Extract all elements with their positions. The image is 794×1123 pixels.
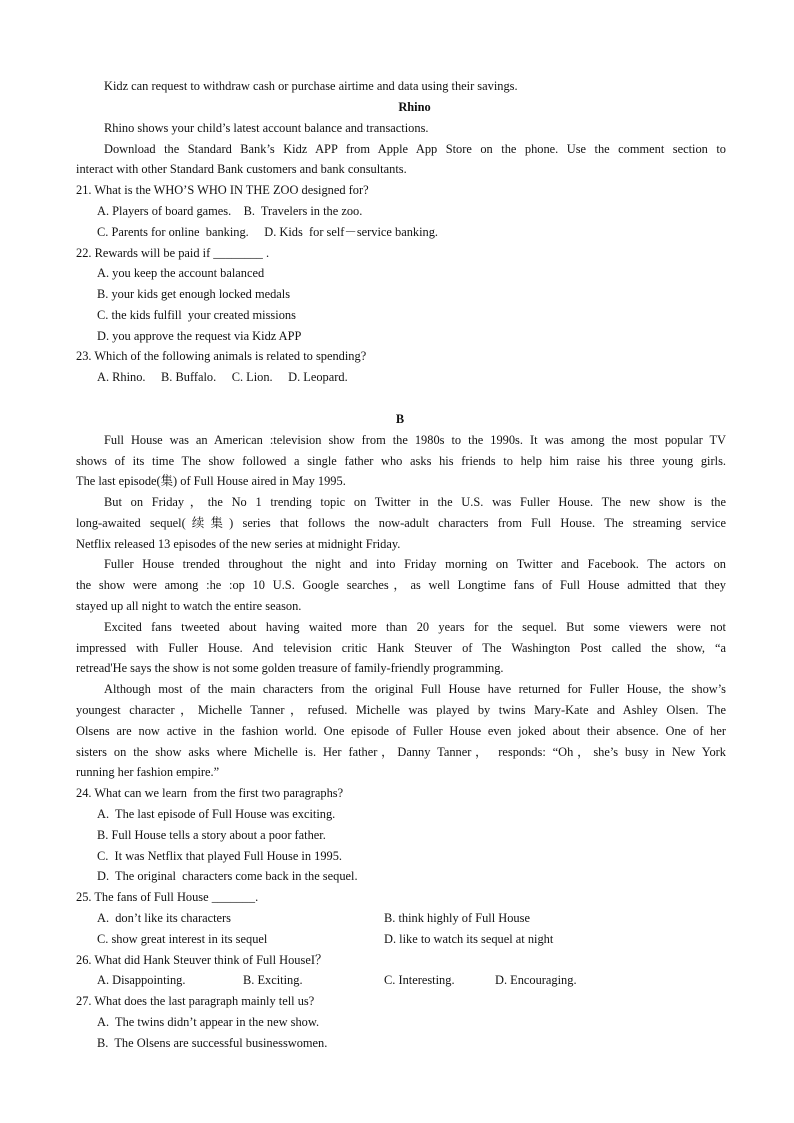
paragraph-3-line-3: stayed up all night to watch the entire season. xyxy=(76,599,302,613)
rhino-heading: Rhino xyxy=(398,100,431,114)
question-25-option-b: B. think highly of Full House xyxy=(384,911,530,925)
paragraph-4-line-2: impressed with Fuller House. And television critic Hank Steuver of The Washington Post called the show, “a xyxy=(76,641,726,655)
paragraph-1-line-1: Full House was an American :television show from the 1980s to the 1990s. It was among the most popular TV xyxy=(104,433,726,447)
paragraph-4-line-3: retread'He says the show is not some golden treasure of family-friendly programming. xyxy=(76,661,504,675)
paragraph-5-line-1: Although most of the main characters from the original Full House have returned for Fuller House, the show’s xyxy=(104,682,726,696)
question-26-option-d: D. Encouraging. xyxy=(495,973,577,987)
question-22-option-a: A. you keep the account balanced xyxy=(97,266,265,280)
paragraph-2-line-2: long-awaited sequel(续集) series that follows the now-adult characters from Full House. The streaming service xyxy=(76,516,726,530)
paragraph-1-line-3: The last episode(集) of Full House aired in May 1995. xyxy=(76,474,346,488)
question-26-stem: 26. What did Hank Steuver think of Full HouseI？ xyxy=(76,953,328,967)
question-21-options-cd: C. Parents for online banking. D. Kids for self－service banking. xyxy=(97,225,439,239)
paragraph-3-line-2: the show were among :he :op 10 U.S. Google searches，as well Longtime fans of Full House admitted that they xyxy=(76,578,726,592)
question-26-option-a: A. Disappointing. xyxy=(97,973,186,987)
paragraph-3-line-1: Fuller House trended throughout the night and into Friday morning on Twitter and Facebook. The actors on xyxy=(104,557,726,571)
paragraph-5-line-4: sisters on the show asks where Michelle is. Her father，Danny Tanner， responds: “Oh，she’s busy in New York xyxy=(76,745,726,759)
question-21-options-ab: A. Players of board games. B. Travelers in the zoo. xyxy=(97,204,363,218)
question-24-stem: 24. What can we learn from the first two paragraphs? xyxy=(76,786,344,800)
question-23-stem: 23. Which of the following animals is related to spending? xyxy=(76,349,367,363)
paragraph-5-line-5: running her fashion empire.” xyxy=(76,765,220,779)
rhino-text: Rhino shows your child’s latest account balance and transactions. xyxy=(104,121,429,135)
section-b-heading: B xyxy=(395,412,405,426)
question-22-option-b: B. your kids get enough locked medals xyxy=(97,287,291,301)
question-24-option-c: C. It was Netflix that played Full House in 1995. xyxy=(97,849,343,863)
question-24-option-d: D. The original characters come back in the sequel. xyxy=(97,869,358,883)
question-25-option-a: A. don’t like its characters xyxy=(97,911,231,925)
question-27-option-a: A. The twins didn’t appear in the new show. xyxy=(97,1015,320,1029)
paragraph-2-line-1: But on Friday，the No 1 trending topic on Twitter in the U.S. was Fuller House. The new show is the xyxy=(104,495,726,509)
question-25-option-d: D. like to watch its sequel at night xyxy=(384,932,554,946)
question-24-option-b: B. Full House tells a story about a poor father. xyxy=(97,828,326,842)
question-27-option-b: B. The Olsens are successful businesswomen. xyxy=(97,1036,328,1050)
download-line-2: interact with other Standard Bank customers and bank consultants. xyxy=(76,162,407,176)
paragraph-1-line-2: shows of its time The show followed a single father who asks his friends to help him raise his three young girls. xyxy=(76,454,726,468)
paragraph-5-line-3: Olsens are now active in the fashion world. One episode of Fuller House even joked about their absence. One of her xyxy=(76,724,726,738)
question-25-option-c: C. show great interest in its sequel xyxy=(97,932,268,946)
question-22-stem: 22. Rewards will be paid if ________ . xyxy=(76,246,270,260)
question-26-option-c: C. Interesting. xyxy=(384,973,455,987)
paragraph-5-line-2: youngest character，Michelle Tanner，refused. Michelle was played by twins Mary-Kate and Ashley Olsen. The xyxy=(76,703,726,717)
intro-line: Kidz can request to withdraw cash or purchase airtime and data using their savings. xyxy=(104,79,518,93)
download-line-1: Download the Standard Bank’s Kidz APP from Apple App Store on the phone. Use the comment section to xyxy=(104,142,726,156)
paragraph-2-line-3: Netflix released 13 episodes of the new series at midnight Friday. xyxy=(76,537,401,551)
question-26-option-b: B. Exciting. xyxy=(243,973,303,987)
question-24-option-a: A. The last episode of Full House was exciting. xyxy=(97,807,336,821)
question-21-stem: 21. What is the WHO’S WHO IN THE ZOO designed for? xyxy=(76,183,369,197)
question-25-stem: 25. The fans of Full House _______. xyxy=(76,890,259,904)
question-22-option-c: C. the kids fulfill your created missions xyxy=(97,308,296,322)
paragraph-4-line-1: Excited fans tweeted about having waited more than 20 years for the sequel. But some viewers were not xyxy=(104,620,726,634)
question-27-stem: 27. What does the last paragraph mainly tell us? xyxy=(76,994,315,1008)
question-23-options: A. Rhino. B. Buffalo. C. Lion. D. Leopard. xyxy=(97,370,348,384)
question-22-option-d: D. you approve the request via Kidz APP xyxy=(97,329,302,343)
